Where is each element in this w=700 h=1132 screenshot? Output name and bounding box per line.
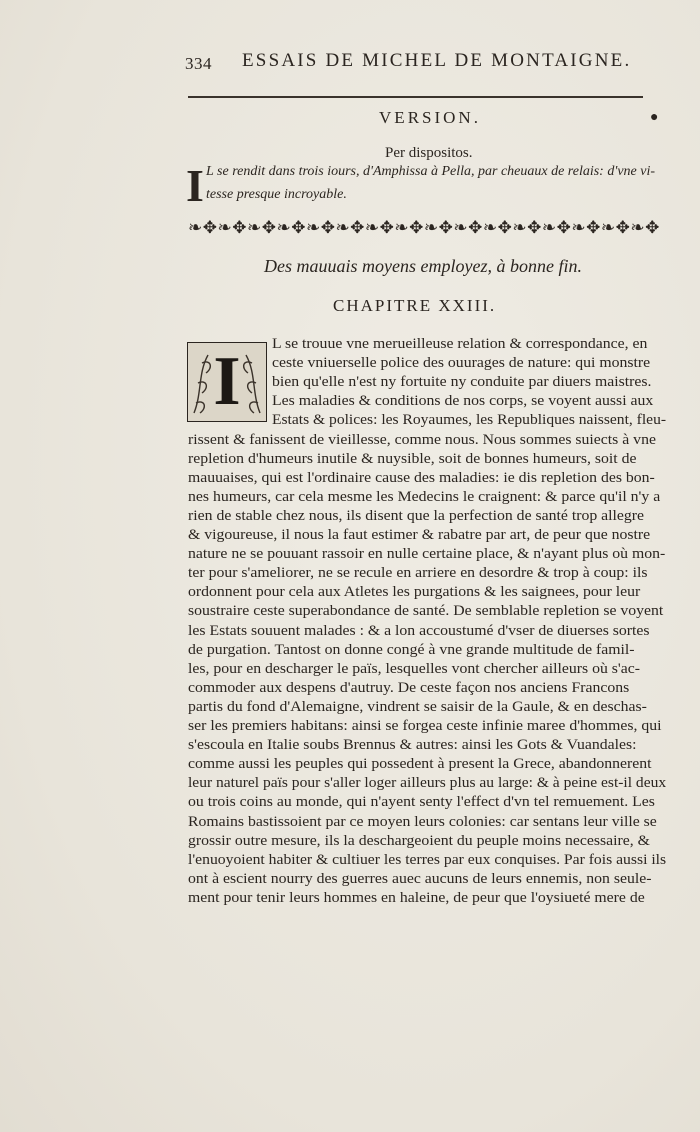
body-line: mauuaises, qui est l'ordinaire cause des maladies: ie dis repletion des bon- (188, 469, 655, 486)
body-line: bien qu'elle n'est ny fortuite ny conduite par diuers maistres. (272, 374, 652, 391)
chapter-heading: CHAPITRE XXIII. (333, 296, 497, 315)
page-header (185, 50, 665, 76)
chapter-subtitle: Des mauuais moyens employez, à bonne fin. (264, 256, 582, 276)
body-line: ordonnent pour cela aux Atletes les purgations & les saignees, pour leur (188, 584, 641, 601)
body-line: ont à escient nourry des guerres auec aucuns de leurs ennemis, non seule- (188, 870, 652, 887)
body-line: leur naturel païs pour s'aller loger ailleurs plus au large: & à peine est-il deux (188, 775, 667, 792)
body-line: Les maladies & conditions de nos corps, se voyent aussi aux (272, 393, 654, 410)
body-line: de purgation. Tantost on donne congé à vne grande multitude de famil- (188, 641, 635, 658)
body-line: ser les premiers habitans: ainsi se forgea ceste infinie maree d'hommes, qui (188, 718, 662, 734)
body-line: rissent & fanissent de vieillesse, comme nous. Nous sommes suiects à vne (188, 431, 656, 448)
body-line: soustraire ceste superabondance de santé. De semblable repletion se voyent (188, 603, 664, 620)
body-line: l'enuoyoient habiter & cultiuer les terres par eux conquises. Par fois aussi ils (188, 851, 667, 868)
dot-ornament-icon: ● (650, 110, 659, 125)
body-line: ou trois coins au monde, qui n'ayent senty l'effect d'vn tel remuement. Les (188, 794, 655, 811)
page-number: 334 (185, 54, 212, 73)
body-line: comme aussi les peuples qui possedent à present la Grece, abandonnerent (188, 756, 652, 773)
body-line: L se trouue vne merueilleuse relation & correspondance, en (272, 336, 648, 352)
version-subhead: Per dispositos. (385, 145, 473, 161)
version-heading-text: VERSION. (379, 108, 481, 127)
body-line: repletion d'humeurs inutile & nuysible, soit de bonnes humeurs, soit de (188, 450, 637, 467)
version-dropcap: I (186, 160, 204, 211)
body-line: grossir outre mesure, ils la deschargeoient du peuple moins necessaire, & (188, 832, 650, 849)
body-line: nature ne se pouuant rassoir en nulle certaine place, & n'ayant plus où mon- (188, 546, 666, 563)
running-title: ESSAIS DE MICHEL DE MONTAIGNE. (242, 50, 632, 71)
chapter-dropcap-icon (187, 342, 267, 422)
body-line: rien de stable chez nous, ils disent que la perfection de santé trop allegre (188, 507, 645, 524)
body-line: & vigoureuse, il nous la faut estimer & rabatre par art, de peur que nostre (188, 527, 651, 543)
body-line: ceste vniuerselle police des ouurages de nature: qui monstre (272, 355, 651, 372)
body-line: partis du fond d'Alemaigne, vindrent se saisir de la Gaule, & en deschas- (188, 698, 647, 715)
body-line: ter pour s'ameliorer, ne se recule en arriere en desordre & trop à coup: ils (188, 565, 648, 582)
chapter-dropcap: I (213, 343, 241, 420)
version-line-1: L se rendit dans trois iours, d'Amphissa à Pella, par cheuaux de relais: d'vne vi- (206, 164, 656, 179)
body-line: commoder aux despens d'autruy. De ceste façon nos anciens Francons (188, 679, 630, 696)
body-line: Estats & polices: les Royaumes, les Republiques naissent, fleu- (272, 412, 667, 429)
header-rule (188, 96, 643, 98)
body-line: nes humeurs, car cela mesme les Medecins le craignent: & parce qu'il n'y a (188, 488, 661, 505)
body-line: les Estats souuent malades : & a lon accoustumé d'vser de diuerses sortes (188, 622, 650, 639)
body-line: Romains bastissoient par ce moyen leurs colonies: car sentans leur ville se (188, 813, 657, 830)
version-line-2: tesse presque incroyable. (206, 187, 347, 202)
body-line: ment pour tenir leurs hommes en haleine, de peur que l'oysiueté mere de (188, 889, 645, 906)
version-heading (0, 108, 700, 128)
ornament-band: ❧✥❧✥❧✥❧✥❧✥❧✥❧✥❧✥❧✥❧✥❧✥❧✥❧✥❧✥❧✥❧✥ (188, 218, 660, 237)
body-line: les, pour en descharger le païs, lesquelles vont chercher ailleurs où s'ac- (188, 660, 641, 677)
body-line: s'escoula en Italie soubs Brennus & autres: ainsi les Gots & Vuandales: (188, 737, 637, 754)
